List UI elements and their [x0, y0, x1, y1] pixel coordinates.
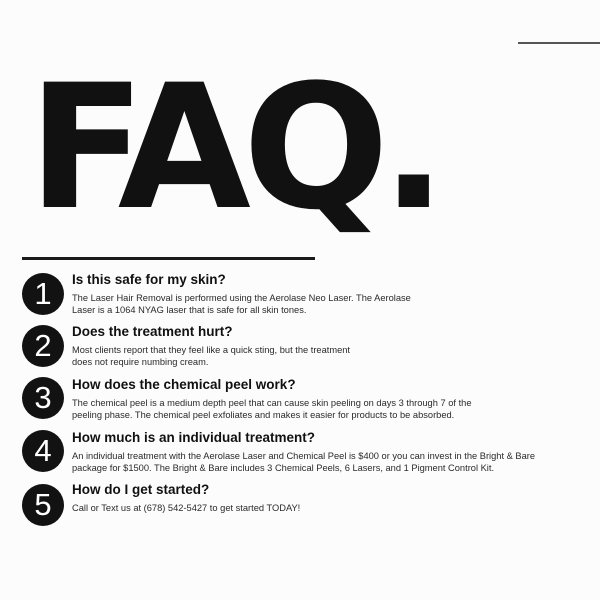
faq-question: How do I get started?	[72, 482, 210, 497]
number-badge: 1	[22, 273, 64, 315]
faq-question: Is this safe for my skin?	[72, 272, 226, 287]
faq-answer-line: Laser is a 1064 NYAG laser that is safe for all skin tones.	[72, 305, 307, 315]
faq-answer-line: An individual treatment with the Aerolase Laser and Chemical Peel is $400 or you can invest in the Bright & Bare	[72, 451, 536, 461]
faq-answer	[72, 397, 472, 421]
faq-answer-line: package for $1500. The Bright & Bare includes 3 Chemical Peels, 6 Lasers, and 1 Pigment Control Kit.	[72, 463, 495, 473]
faq-answer-line: peeling phase. The chemical peel exfoliates and makes it easier for products to be absorbed.	[72, 410, 455, 420]
faq-answer	[72, 344, 350, 368]
number-badge: 3	[22, 377, 64, 419]
faq-answer-line: The chemical peel is a medium depth peel that can cause skin peeling on days 3 through 7 of the	[72, 398, 472, 408]
faq-question: How does the chemical peel work?	[72, 377, 296, 392]
faq-answer	[72, 450, 535, 474]
number-badge: 4	[22, 430, 64, 472]
page-title: FAQ.	[28, 47, 439, 248]
faq-answer-line: does not require numbing cream.	[72, 357, 209, 367]
faq-question: Does the treatment hurt?	[72, 324, 233, 339]
faq-question: How much is an individual treatment?	[72, 430, 316, 445]
faq-answer-line: Most clients report that they feel like a quick sting, but the treatment	[72, 345, 351, 355]
number-badge: 2	[22, 325, 64, 367]
faq-answer-line: The Laser Hair Removal is performed using the Aerolase Neo Laser. The Aerolase	[72, 293, 411, 303]
faq-answer	[72, 292, 411, 316]
faq-answer-line: Call or Text us at (678) 542-5427 to get started TODAY!	[72, 503, 301, 513]
number-badge: 5	[22, 484, 64, 526]
faq-answer	[72, 502, 300, 514]
